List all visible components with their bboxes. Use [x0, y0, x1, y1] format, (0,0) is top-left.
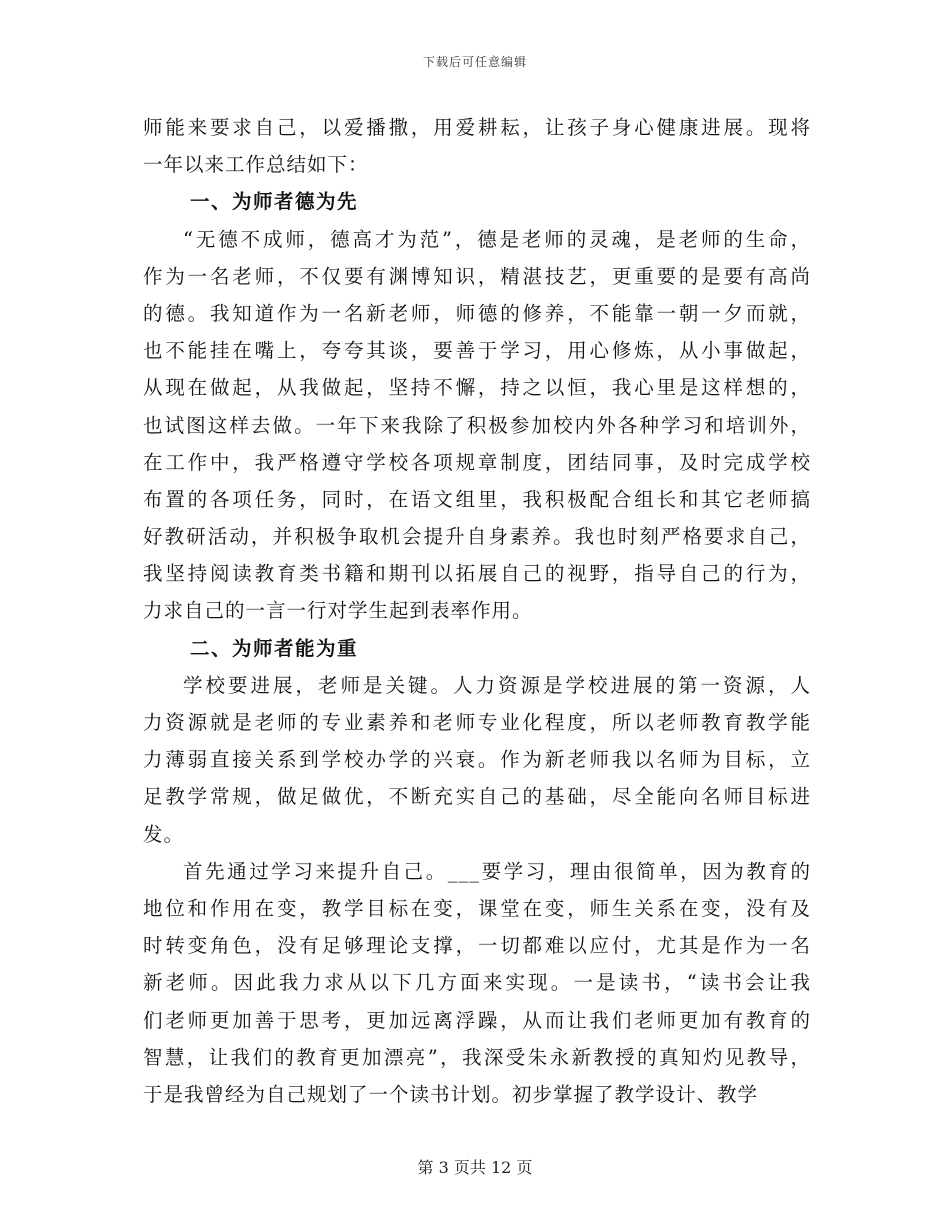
paragraph-line: 也不能挂在嘴上，夸夸其谈，要善于学习，用心修炼，从小事做起， [143, 339, 811, 363]
section-heading: 一、为师者德为先 [190, 190, 359, 214]
paragraph-line: 发。 [143, 822, 185, 846]
page-header: 下载后可任意编辑 [422, 55, 527, 69]
document-body [143, 109, 811, 1113]
paragraph-line: 足教学常规，做足做优，不断充实自己的基础，尽全能向名师目标进 [143, 785, 811, 809]
paragraph-line: 时转变角色，没有足够理论支撑，一切都难以应付，尤其是作为一名 [143, 934, 811, 958]
paragraph-line: 首先通过学习来提升自己。___要学习，理由很简单，因为教育的 [183, 859, 811, 883]
section-heading: 二、为师者能为重 [190, 636, 359, 660]
paragraph-line: 作为一名老师，不仅要有渊博知识，精湛技艺，更重要的是要有高尚 [143, 264, 811, 288]
paragraph-line: 也试图这样去做。一年下来我除了积极参加校内外各种学习和培训外， [143, 413, 811, 437]
page-footer: 第 3 页共 12 页 [417, 1158, 533, 1177]
paragraph-line: 新老师。因此我力求从以下几方面来实现。一是读书，“读书会让我 [143, 971, 811, 995]
paragraph-line: 于是我曾经为自己规划了一个读书计划。初步掌握了教学设计、教学 [143, 1082, 759, 1106]
paragraph-line: 学校要进展，老师是关键。人力资源是学校进展的第一资源，人 [183, 673, 811, 697]
paragraph-line: 布置的各项任务，同时，在语文组里，我积极配合组长和其它老师搞 [143, 487, 811, 511]
paragraph-line: 们老师更加善于思考，更加远离浮躁，从而让我们老师更加有教育的 [143, 1008, 811, 1032]
paragraph-line: 一年以来工作总结如下： [143, 153, 369, 177]
paragraph-line: 我坚持阅读教育类书籍和期刊以拓展自己的视野，指导自己的行为， [143, 562, 811, 586]
paragraph-line: 好教研活动，并积极争取机会提升自身素养。我也时刻严格要求自己， [143, 525, 811, 549]
paragraph-line: 在工作中，我严格遵守学校各项规章制度，团结同事，及时完成学校 [143, 450, 811, 474]
paragraph-line: 力资源就是老师的专业素养和老师专业化程度，所以老师教育教学能 [143, 711, 811, 734]
paragraph-line: 智慧，让我们的教育更加漂亮”，我深受朱永新教授的真知灼见教导， [143, 1045, 811, 1069]
paragraph-line: 师能来要求自己，以爱播撒，用爱耕耘，让孩子身心健康进展。现将 [143, 116, 811, 139]
paragraph-line: “无德不成师，德高才为范”，德是老师的灵魂，是老师的生命， [183, 227, 811, 251]
paragraph-line: 力求自己的一言一行对学生起到表率作用。 [143, 599, 533, 623]
paragraph-line: 的德。我知道作为一名新老师，师德的修养，不能靠一朝一夕而就， [143, 301, 811, 325]
paragraph-line: 地位和作用在变，教学目标在变，课堂在变，师生关系在变，没有及 [143, 896, 811, 920]
paragraph-line: 从现在做起，从我做起，坚持不懈，持之以恒，我心里是这样想的， [143, 376, 811, 400]
paragraph-line: 力薄弱直接关系到学校办学的兴衰。作为新老师我以名师为目标，立 [143, 748, 811, 772]
